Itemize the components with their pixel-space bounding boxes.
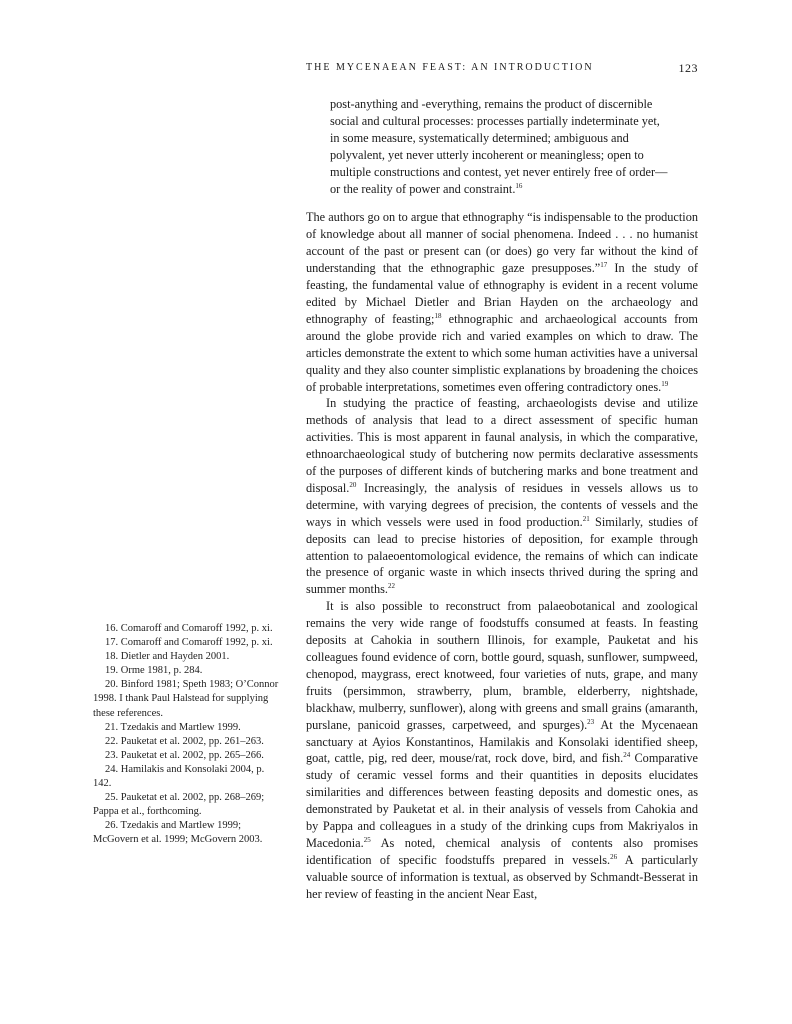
note-reference: 23 [587, 717, 595, 726]
note-reference: 18 [434, 311, 442, 320]
block-quotation-text: post-anything and -everything, remains the product of discernible social and cultural processes: processes partially indeterminate yet, in some measure, systematically determined; ambiguous and polyvalent, yet never utterly incoherent or meaningless; open to multiple constructions and contest, yet never entirely free of order—or the reality of power and constraint. [330, 97, 668, 196]
paragraph-text: At the Mycenaean sanctuary at Ayios Konstantinos, Hamilakis and Konsolaki identified sheep, goat, cattle, pig, red deer, mouse/rat, rock dove, bird, and fish. [306, 717, 698, 766]
paragraph-text: ethnographic and archaeological accounts from around the globe provide rich and varied examples on which to draw. The articles demonstrate the extent to which some human activities have a universal quality and they also counter simplistic explanations by broadening the choices of probable interpretations, sometimes even offering contradictory ones. [306, 311, 698, 394]
note-reference: 26 [610, 852, 618, 861]
note-25: 25. Pauketat et al. 2002, pp. 268–269; Pappa et al., forthcoming. [93, 792, 265, 818]
paragraph-text: Increasingly, the analysis of residues in vessels allows us to determine, with varying degrees of precision, the contents of vessels and the ways in which vessels were used in food production. [306, 480, 698, 529]
running-title: THE MYCENAEAN FEAST: AN INTRODUCTION [306, 62, 594, 73]
page-number: 123 [678, 61, 698, 75]
paragraph-text: A particularly valuable source of information is textual, as observed by Schmandt-Besserat in her review of feasting in the ancient Near East, [306, 852, 698, 901]
note-24: 24. Hamilakis and Konsolaki 2004, p. 142. [93, 763, 265, 790]
main-text-column [306, 96, 698, 903]
note-20: 20. Binford 1981; Speth 1983; O’Connor 1998. I thank Paul Halstead for supplying these references. [93, 679, 279, 719]
note-reference: 17 [600, 261, 608, 270]
body-paragraph-2 [306, 395, 698, 598]
paragraph-text: Similarly, studies of deposits can lead to precise histories of deposition, for example through attention to palaeoentomological evidence, the remains of which can indicate the presence of organic waste in which insects thrived during the spring and summer months. [306, 514, 698, 597]
note-reference: 19 [661, 379, 669, 388]
note-reference: 25 [363, 835, 371, 844]
note-22: 22. Pauketat et al. 2002, pp. 261–263. [105, 735, 264, 747]
block-quotation [330, 96, 672, 197]
note-17: 17. Comaroff and Comaroff 1992, p. xi. [105, 637, 273, 649]
note-18: 18. Dietler and Hayden 2001. [105, 651, 230, 663]
paragraph-text: The authors go on to argue that ethnography “is indispensable to the production of knowledge about all manner of social phenomena. Indeed . . . no humanist account of the past or present can (or does) go very far without the kind of understanding that the ethnographic gaze presupposes.” [306, 210, 698, 276]
side-notes [93, 622, 285, 848]
note-reference: 22 [387, 582, 395, 591]
note-16: 16. Comaroff and Comaroff 1992, p. xi. [105, 623, 273, 634]
note-reference: 24 [623, 751, 631, 760]
body-paragraph-3 [306, 598, 698, 902]
paragraph-text: In the study of feasting, the fundamental value of ethnography is evident in a recent volume edited by Michael Dietler and Brian Hayden on the archaeology and ethnography of feasting; [306, 261, 698, 326]
note-19: 19. Orme 1981, p. 284. [105, 665, 203, 677]
note-reference: 20 [349, 480, 357, 489]
paragraph-text: In studying the practice of feasting, archaeologists devise and utilize methods of analysis that lead to a direct assessment of specific human activities. This is most apparent in faunal analysis, in which the comparative, ethnoarchaeological study of butchering now permits declarative assessments of the purposes of different kinds of butchering marks and bone treatment and disposal. [306, 396, 698, 495]
paragraph-text: As noted, chemical analysis of contents also promises identification of specific foodstuffs prepared in vessels. [306, 835, 698, 867]
note-reference: 21 [582, 514, 590, 523]
paragraph-text: Comparative study of ceramic vessel forms and their quantities in deposits elucidates similarities and differences between feasting deposits and domestic ones, as demonstrated by Pauketat et al. in their analysis of vessels from Cahokia and by Pappa and colleagues in a study of the drinking cups from Makriyalos in Macedonia. [306, 751, 698, 850]
body-paragraph-1 [306, 209, 698, 395]
note-26: 26. Tzedakis and Martlew 1999; McGovern et al. 1999; McGovern 2003. [93, 820, 263, 846]
note-23: 23. Pauketat et al. 2002, pp. 265–266. [105, 749, 264, 761]
paragraph-text: It is also possible to reconstruct from palaeobotanical and zoological remains the very wide range of foodstuffs consumed at feasts. In feasting deposits at Cahokia in southern Illinois, for example, Pauketat and his colleagues found evidence of corn, bottle gourd, squash, sunflower, sumpweed, chenopod, maygrass, erect knotweed, four varieties of nuts, grape, and many fruits (persimmon, strawberry, plum, bramble, elderberry, nightshade, blackhaw, mulberry, sunflower), along with greens and small grains (amaranth, purslane, panicoid grasses, carpetweed, and spurges). [306, 599, 698, 732]
note-21: 21. Tzedakis and Martlew 1999. [105, 721, 241, 733]
note-reference: 16 [515, 181, 523, 190]
running-header [306, 62, 698, 78]
